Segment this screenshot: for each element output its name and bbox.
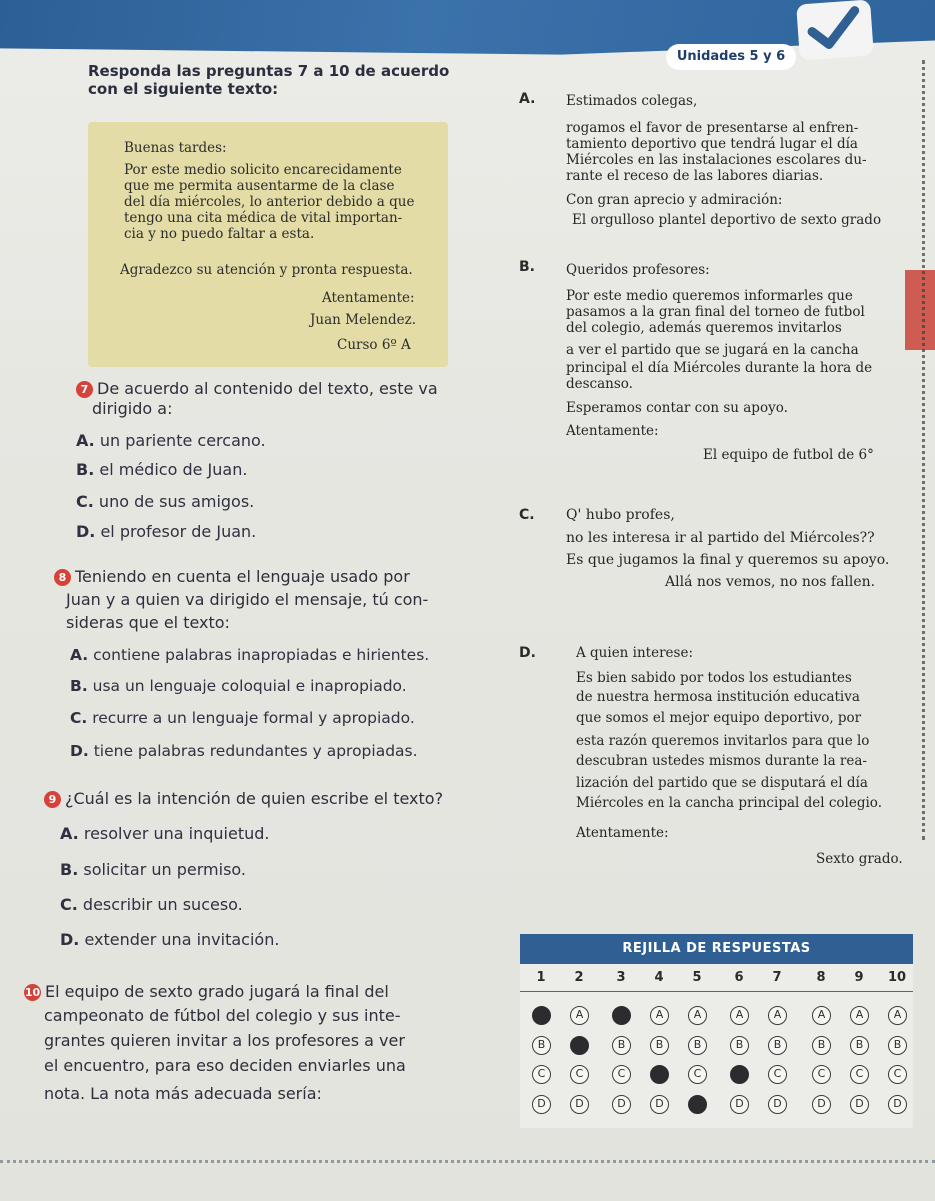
question-text-line: campeonato de fútbol del colegio y sus inte- [44, 1006, 401, 1025]
answer-bubble[interactable]: D [850, 1095, 869, 1114]
note-a-line: tamiento deportivo que tendrá lugar el día [566, 136, 858, 152]
answer-grid-column-number: 6 [734, 970, 744, 985]
answer-bubble[interactable]: C [532, 1065, 551, 1084]
answer-bubble[interactable]: A [688, 1006, 707, 1025]
note-c-line: Allá nos vemos, no nos fallen. [665, 574, 876, 590]
answer-grid [520, 934, 913, 1128]
answer-bubble[interactable]: C [888, 1065, 907, 1084]
note-b-line: Queridos profesores: [566, 262, 710, 278]
answer-bubble[interactable]: B [850, 1036, 869, 1055]
option-8d[interactable] [70, 741, 418, 761]
question-number-badge: 7 [76, 381, 93, 398]
option-9a[interactable] [60, 824, 269, 844]
option-text: contiene palabras inapropiadas e hirientes. [93, 646, 430, 664]
option-letter: B. [60, 860, 79, 879]
answer-bubble[interactable]: C [650, 1065, 669, 1084]
units-tab: Unidades 5 y 6 [666, 44, 796, 70]
answer-bubble[interactable]: A [812, 1006, 831, 1025]
option-7c[interactable] [76, 492, 254, 512]
option-letter: D. [76, 522, 96, 541]
question-number-badge: 10 [24, 986, 41, 999]
note-body-line: cia y no puedo faltar a esta. [124, 226, 315, 242]
answer-bubble[interactable]: B [532, 1036, 551, 1055]
answer-grid-column-number: 7 [772, 970, 782, 985]
answer-bubble[interactable]: B [730, 1036, 749, 1055]
answer-bubble[interactable]: D [730, 1095, 749, 1114]
answer-bubble[interactable]: B [612, 1036, 631, 1055]
option-text: extender una invitación. [84, 930, 280, 949]
option-text: un pariente cercano. [99, 431, 266, 450]
answer-grid-column-number: 10 [887, 970, 907, 985]
note-a-line: El orgulloso plantel deportivo de sexto grado [572, 212, 882, 228]
answer-bubble[interactable]: A [888, 1006, 907, 1025]
option-7d[interactable] [76, 522, 256, 542]
note-body-line: que me permita ausentarme de la clase [124, 178, 395, 194]
question-text-line: nota. La nota más adecuada sería: [44, 1084, 322, 1103]
note-body-line: tengo una cita médica de vital importan- [124, 210, 403, 226]
option-9b[interactable] [60, 860, 246, 880]
answer-bubble[interactable]: B [650, 1036, 669, 1055]
option-letter: B. [70, 677, 88, 695]
note-b-line: El equipo de futbol de 6° [703, 447, 874, 463]
answer-bubble[interactable]: D [768, 1095, 787, 1114]
question-text-line: De acuerdo al contenido del texto, este va [97, 379, 438, 398]
question-9 [44, 788, 443, 810]
answer-bubble[interactable]: A [730, 1006, 749, 1025]
note-d-line: que somos el mejor equipo deportivo, por [576, 710, 862, 726]
note-d-letter: D. [519, 645, 536, 661]
option-letter: D. [70, 742, 89, 760]
note-b-line: Esperamos contar con su apoyo. [566, 400, 788, 416]
page-edge-marker [905, 270, 935, 350]
question-10 [24, 981, 389, 1003]
note-a-line: Miércoles en las instalaciones escolares du- [566, 152, 867, 168]
question-8 [54, 566, 410, 588]
note-b-line: principal el día Miércoles durante la hora de [566, 360, 873, 376]
note-a-line: Estimados colegas, [566, 93, 698, 109]
option-8c[interactable] [70, 708, 415, 728]
answer-grid-header [520, 966, 913, 992]
option-7b[interactable] [76, 460, 247, 480]
note-course: Curso 6º A [337, 337, 411, 353]
option-9d[interactable] [60, 930, 279, 950]
note-body-line: Por este medio solicito encarecidamente [124, 162, 402, 178]
answer-bubble[interactable]: C [612, 1065, 631, 1084]
note-d-line: lización del partido que se disputará el día [576, 775, 868, 791]
answer-bubble[interactable]: B [888, 1036, 907, 1055]
option-9c[interactable] [60, 895, 243, 915]
answer-bubble[interactable]: D [650, 1095, 669, 1114]
note-greeting: Buenas tardes: [124, 140, 227, 156]
option-8b[interactable] [70, 676, 407, 696]
answer-bubble[interactable]: A [850, 1006, 869, 1025]
option-text: uno de sus amigos. [98, 492, 255, 511]
option-7a[interactable] [76, 431, 266, 451]
answer-bubble[interactable]: A [768, 1006, 787, 1025]
note-b-line: descanso. [566, 376, 633, 392]
option-8a[interactable] [70, 645, 429, 665]
note-b-line: pasamos a la gran final del torneo de futbol [566, 304, 865, 320]
option-text: resolver una inquietud. [83, 824, 270, 843]
note-closing: Atentamente: [322, 290, 415, 306]
note-c-line: Q' hubo profes, [566, 507, 675, 523]
answer-bubble[interactable]: B [570, 1036, 589, 1055]
question-text-line: el encuentro, para eso deciden enviarles una [44, 1056, 406, 1075]
option-text: describir un suceso. [82, 895, 243, 914]
note-d-line: Miércoles en la cancha principal del colegio. [576, 795, 882, 811]
option-text: el médico de Juan. [99, 460, 248, 479]
note-c-letter: C. [519, 507, 535, 523]
check-badge [796, 0, 874, 61]
answer-bubble[interactable]: A [532, 1006, 551, 1025]
option-text: solicitar un permiso. [83, 860, 246, 879]
answer-bubble[interactable]: D [888, 1095, 907, 1114]
option-letter: C. [70, 709, 88, 727]
note-b-line: Atentamente: [566, 423, 659, 439]
answer-bubble[interactable]: C [850, 1065, 869, 1084]
note-d-line: Atentamente: [576, 825, 669, 841]
note-d-line: Es bien sabido por todos los estudiantes [576, 670, 852, 686]
option-text: recurre a un lenguaje formal y apropiado. [92, 709, 415, 727]
option-text: usa un lenguaje coloquial e inapropiado. [92, 677, 407, 695]
option-letter: A. [76, 431, 95, 450]
question-7 [76, 378, 438, 400]
answer-bubble[interactable]: C [688, 1065, 707, 1084]
note-signature: Juan Melendez. [310, 312, 416, 328]
answer-grid-column-number: 8 [816, 970, 826, 985]
answer-bubble[interactable]: C [768, 1065, 787, 1084]
option-letter: A. [60, 824, 79, 843]
checkmark-icon [804, 4, 863, 54]
answer-bubble[interactable]: D [688, 1095, 707, 1114]
option-letter: B. [76, 460, 95, 479]
answer-bubble[interactable]: C [570, 1065, 589, 1084]
note-d-line: A quien interese: [576, 645, 694, 661]
instructions: Responda las preguntas 7 a 10 de acuerdo con el siguiente texto: [88, 62, 450, 98]
note-body-line: del día miércoles, lo anterior debido a que [124, 194, 415, 210]
answer-bubble[interactable]: C [730, 1065, 749, 1084]
dotted-cut-line [0, 1160, 935, 1163]
question-number-badge: 8 [54, 569, 71, 586]
answer-grid-column-number: 3 [616, 970, 626, 985]
note-card [88, 122, 448, 367]
answer-bubble[interactable]: D [812, 1095, 831, 1114]
dotted-divider [922, 60, 925, 840]
note-thanks: Agradezco su atención y pronta respuesta. [120, 262, 413, 278]
answer-grid-title: REJILLA DE RESPUESTAS [520, 934, 913, 964]
note-d-line: Sexto grado. [816, 851, 903, 867]
question-text-line: grantes quieren invitar a los profesores a ver [44, 1031, 405, 1050]
note-b-line: a ver el partido que se jugará en la cancha [566, 342, 859, 358]
answer-grid-column-number: 2 [574, 970, 584, 985]
note-c-line: Es que jugamos la final y queremos su apoyo. [566, 552, 890, 568]
note-b-letter: B. [519, 259, 535, 275]
question-text-line: sideras que el texto: [66, 613, 230, 632]
note-a-line: rante el receso de las labores diarias. [566, 168, 824, 184]
answer-bubble[interactable]: D [570, 1095, 589, 1114]
question-text-line: El equipo de sexto grado jugará la final del [45, 982, 389, 1001]
note-b-line: Por este medio queremos informarles que [566, 288, 853, 304]
note-b-line: del colegio, además queremos invitarlos [566, 320, 842, 336]
note-a-line: rogamos el favor de presentarse al enfren- [566, 120, 859, 136]
question-text-line: Teniendo en cuenta el lenguaje usado por [75, 567, 410, 586]
answer-grid-column-number: 5 [692, 970, 702, 985]
answer-bubble[interactable]: D [612, 1095, 631, 1114]
question-number-badge: 9 [44, 791, 61, 808]
option-letter: A. [70, 646, 89, 664]
answer-bubble[interactable]: C [812, 1065, 831, 1084]
option-letter: D. [60, 930, 80, 949]
note-d-line: descubran ustedes mismos durante la rea- [576, 753, 867, 769]
question-text-line: dirigido a: [92, 399, 173, 418]
answer-grid-column-number: 9 [854, 970, 864, 985]
note-a-line: Con gran aprecio y admiración: [566, 192, 783, 208]
question-text-line: ¿Cuál es la intención de quien escribe el texto? [65, 789, 444, 808]
option-text: el profesor de Juan. [100, 522, 257, 541]
answer-bubble[interactable]: B [768, 1036, 787, 1055]
option-letter: C. [60, 895, 78, 914]
note-d-line: esta razón queremos invitarlos para que lo [576, 733, 870, 749]
option-letter: C. [76, 492, 94, 511]
answer-bubble[interactable]: B [812, 1036, 831, 1055]
note-d-line: de nuestra hermosa institución educativa [576, 689, 860, 705]
answer-bubble[interactable]: D [532, 1095, 551, 1114]
answer-bubble[interactable]: B [688, 1036, 707, 1055]
answer-bubble[interactable]: A [612, 1006, 631, 1025]
question-text-line: Juan y a quien va dirigido el mensaje, tú con- [66, 590, 429, 609]
answer-grid-column-number: 1 [536, 970, 546, 985]
answer-grid-column-number: 4 [654, 970, 664, 985]
note-c-line: no les interesa ir al partido del Miércoles?? [566, 530, 875, 546]
answer-bubble[interactable]: A [570, 1006, 589, 1025]
note-a-letter: A. [519, 91, 536, 107]
answer-bubble[interactable]: A [650, 1006, 669, 1025]
option-text: tiene palabras redundantes y apropiadas. [93, 742, 418, 760]
